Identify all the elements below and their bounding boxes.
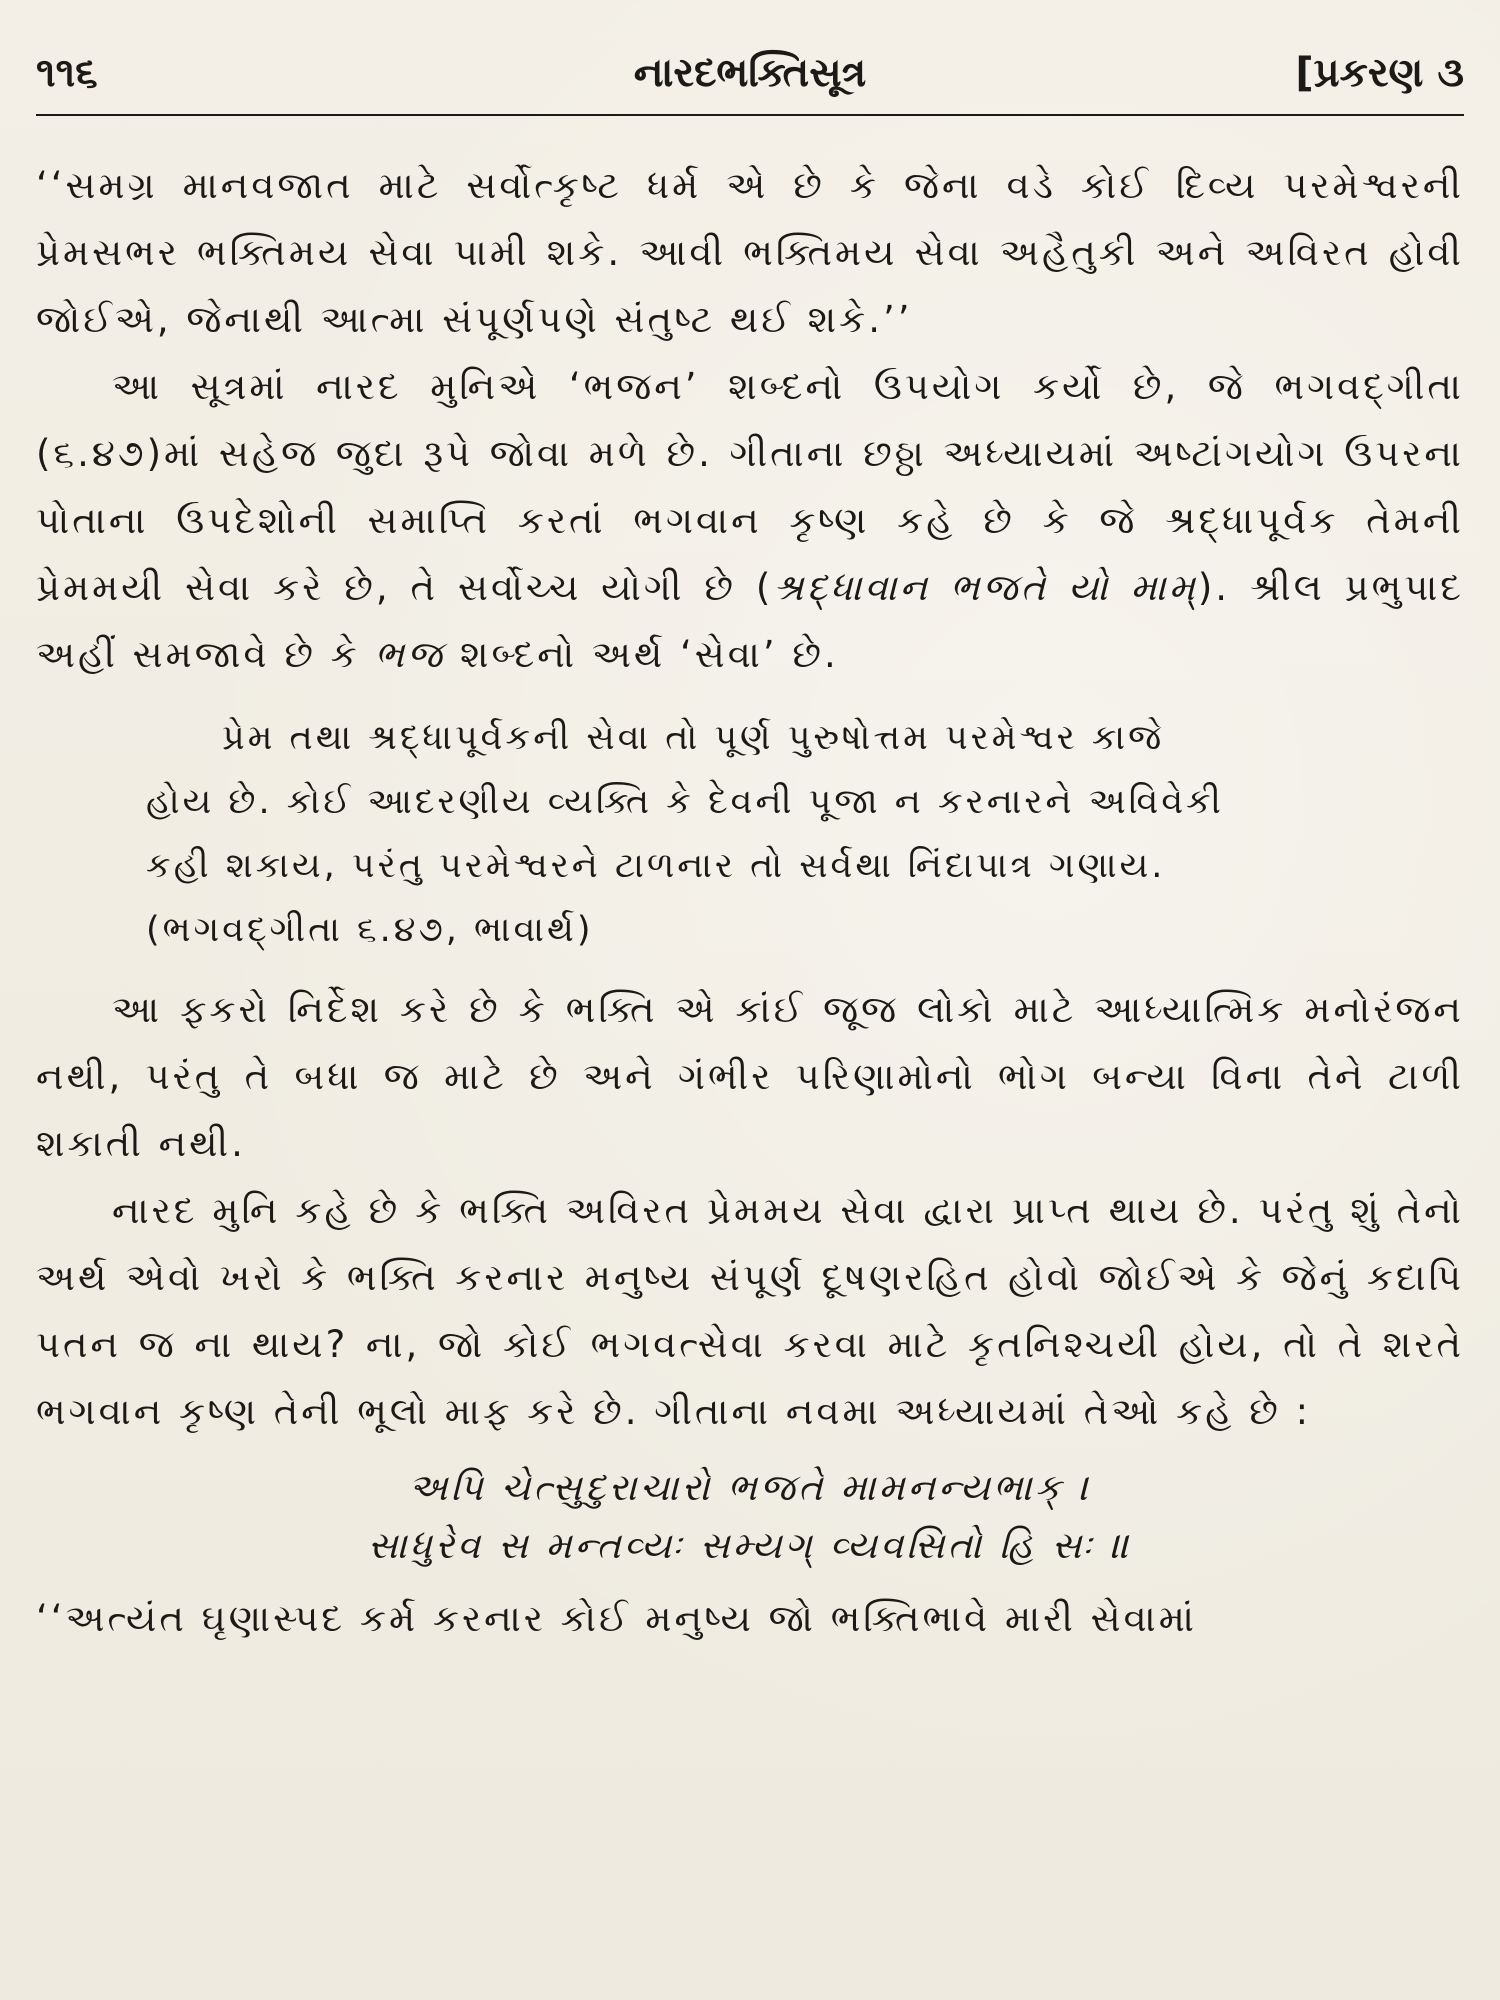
- quote-source: (ભગવદ્‌ગીતા ૬.૪૭, ભાવાર્થ): [146, 910, 594, 950]
- paragraph-1: ‘‘સમગ્ર માનવજાત માટે સર્વોત્કૃષ્ટ ધર્મ એ છે કે જેના વડે કોઈ દિવ્ય પરમેશ્વરની પ્રેમસભર ભક્તિમય સેવા પામી શકે. આવી ભક્તિમય સેવા અહૈતુકી અને અવિરત હોવી જોઈએ, જેનાથી આત્મા સંપૂર્ણપણે સંતુષ્ટ થઈ શકે.’’: [36, 164, 1464, 341]
- chapter-label: [પ્રકરણ ૩: [1295, 50, 1464, 96]
- paragraph-2-italic-b: ભજ: [374, 633, 446, 676]
- quote-line-3: કહી શકાય, પરંતુ પરમેશ્વરને ટાળનાર તો સર્વથા નિંદાપાત્ર ગણાય.: [146, 846, 1166, 886]
- paragraph-2-text-a: આ સૂત્રમાં નારદ મુનિએ ‘ભજન’ શબ્દનો ઉપયોગ કર્યો છે, જે ભગવદ્‌ગીતા (૬.૪૭)માં સહેજ જુદા રૂપે જોવા મળે છે. ગીતાના છઠ્ઠા અધ્યાયમાં અષ્ટાંગયોગ ઉપરના પોતાના ઉપદેશોની સમાપ્તિ કરતાં ભગવાન કૃષ્ણ કહે છે કે જે શ્રદ્ધાપૂર્વક તેમની પ્રેમમયી સેવા કરે છે, તે સર્વોચ્ચ યોગી છે (: [36, 365, 1464, 609]
- paragraph-4: નારદ મુનિ કહે છે કે ભક્તિ અવિરત પ્રેમમય સેવા દ્વારા પ્રાપ્ત થાય છે. પરંતુ શું તેનો અર્થ એવો ખરો કે ભક્તિ કરનાર મનુષ્ય સંપૂર્ણ દૂષણરહિત હોવો જોઈએ કે જેનું કદાપિ પતન જ ના થાય? ના, જો કોઈ ભગવત્સેવા કરવા માટે કૃતનિશ્ચયી હોય, તો તે શરતે ભગવાન કૃષ્ણ તેની ભૂલો માફ કરે છે. ગીતાના નવમા અધ્યાયમાં તેઓ કહે છે :: [36, 1189, 1464, 1433]
- page-number: ૧૧૬: [36, 50, 98, 96]
- paragraph-2-text-b: ). શ્રીલ પ્રભુપાદ અહીં સમજાવે છે કે: [36, 566, 1464, 676]
- quote-line-1: પ્રેમ તથા શ્રદ્ધાપૂર્વકની સેવા તો પૂર્ણ પુરુષોત્તમ પરમેશ્વર કાજે: [222, 718, 1165, 758]
- page-body: [36, 152, 1464, 1652]
- paragraph-5: ‘‘અત્યંત ઘૃણાસ્પદ કર્મ કરનાર કોઈ મનુષ્ય જો ભક્તિભાવે મારી સેવામાં: [36, 1597, 1197, 1640]
- page-header: [36, 38, 1464, 108]
- paragraph-3: આ ફકરો નિર્દેશ કરે છે કે ભક્તિ એ કાંઈ જૂજ લોકો માટે આધ્યાત્મિક મનોરંજન નથી, પરંતુ તે બધા જ માટે છે અને ગંભીર પરિણામોનો ભોગ બન્યા વિના તેને ટાળી શકાતી નથી.: [36, 988, 1464, 1165]
- paragraph-2-italic-a: શ્રદ્ધાવાન ભજતે યો મામ્‌: [773, 566, 1198, 609]
- verse-line-2: સાધુરેવ સ મન્તવ્યઃ સમ્યગ્‌ વ્યવસિતો હિ સઃ ॥: [367, 1524, 1133, 1567]
- block-quote: [146, 706, 1364, 962]
- book-title: નારદભક્તિસૂત્ર: [633, 50, 867, 96]
- quote-line-2: હોય છે. કોઈ આદરણીય વ્યક્તિ કે દેવની પૂજા ન કરનારને અવિવેકી: [146, 782, 1224, 822]
- header-divider: [36, 114, 1464, 116]
- sanskrit-verse: [36, 1459, 1464, 1575]
- paragraph-2-text-c: શબ્દનો અર્થ ‘સેવા’ છે.: [445, 633, 839, 676]
- verse-line-1: અપિ ચેત્સુદુરાચારો ભજતે મામનન્યભાક્‌ ।: [408, 1466, 1092, 1509]
- paragraph-2: [36, 353, 1464, 688]
